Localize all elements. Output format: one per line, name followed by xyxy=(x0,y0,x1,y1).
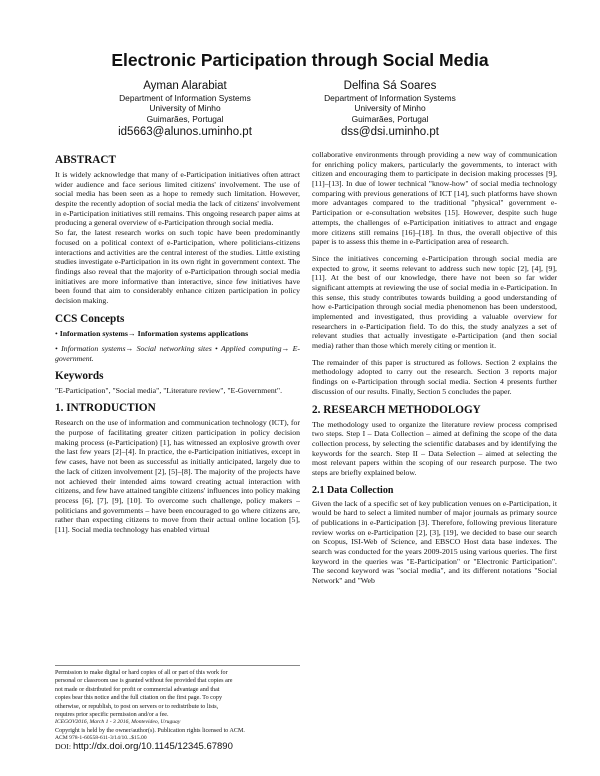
ccs-line: • Information systems→ Social networking sites • Applied computing→ E-government. xyxy=(55,344,300,363)
body-paragraph: Since the initiatives concerning e-Participation through social media are expected to grow, it seems relevant to address such new topic [2], [4], [9], [11]. At the best of our knowledge, there have not been so far wider significant attempts at reviewing the use of social media in e-Participation. In this sense, this study contributes towards building a good understanding of how e-Participation through social media phenomenon has been understood, implemented and investigated, thus providing a valuable overview for researchers in e-Participation field. To do this, the study analyzes a set of relevant studies that actually investigate e-Participation (and then social media) rather than those which merely citing or mention it. xyxy=(312,253,557,351)
methodology-heading: 2. RESEARCH METHODOLOGY xyxy=(312,403,481,416)
copyright-footnote xyxy=(55,665,300,751)
abstract-heading: ABSTRACT xyxy=(55,154,116,166)
introduction-heading: 1. INTRODUCTION xyxy=(55,402,156,415)
abstract-paragraph: It is widely acknowledge that many of e-Participation initiatives often attract wider audience and face serious limited citizens' involvement. The use of social media has been seen as a hope to remedy such limitation. However, despite the recently adoption of social media the lack of citizens' involvement in e-Participation initiatives still remains. This ongoing research paper aims at producing a general overview of e-Participation through social media. xyxy=(55,170,300,228)
paper-title: Electronic Participation through Social Media xyxy=(111,50,489,70)
author-email[interactable]: id5663@alunos.uminho.pt xyxy=(118,125,252,138)
abstract-paragraph: So far, the latest research works on such topic have been predominantly focused on a political context of e-Participation, where politicians-citizens interactions and activities are the central interest of the studies. Little existing studies investigate e-Participation in its own right in government context. The findings also reveal that the majority of e-Participation through social media initiatives are more informative than interactive, since few initiatives have been found that aim to considerably enhance citizen participation in policy decision making. xyxy=(55,228,300,305)
ccs-term: Information systems applications xyxy=(137,328,249,338)
footnote-copyright: Copyright is held by the owner/author(s). Publication rights licensed to ACM. xyxy=(55,727,245,734)
ccs-bullet: • xyxy=(55,328,60,338)
footnote-line: Permission to make digital or hard copies of all or part of this work for xyxy=(55,670,228,676)
author-name: Delfina Sá Soares xyxy=(343,80,437,92)
ccs-term: Information systems xyxy=(59,328,128,338)
footnote-isbn: ACM 978-1-60558-611-3/14/10...$15.00 xyxy=(55,735,147,742)
keywords-heading: Keywords xyxy=(55,369,104,382)
author-city: Guimarães, Portugal xyxy=(146,113,224,124)
author-block-1 xyxy=(85,80,285,139)
introduction-paragraph: Research on the use of information and communication technology (ICT), for the purpose of facilitating greater citizen participation in policy decision making process (e-Participation) [1], has witnessed an explosive growth over the last few years [2]–[4]. In practice, the e-Participation initiatives, except in few cases, have not been as successful as initially anticipated, largely due to the lack of citizen involvement [2], [5]–[8]. The majority of the projects have not achieved their intended aims toward creating actual interaction with citizens, and few have attained tangible citizens' influences into policy making process [6], [7], [9], [10]. To overcome such challenge, policy makers – politicians and governments – have been encouraged to go where citizens are, rather than expecting citizens to move from their actual online location [5], [11]. Social media technology has enabled virtual xyxy=(55,418,300,534)
author-name: Ayman Alarabiat xyxy=(143,80,227,92)
footnote-line: requires prior specific permission and/or a fee. xyxy=(55,712,169,719)
footnote-line: otherwise, or republish, to post on servers or to redistribute to lists, xyxy=(55,703,219,710)
methodology-paragraph: The methodology used to organize the literature review process comprised two steps. Step I – Data Collection – aimed at defining the scope of the data collection process, by selecting the scientific databases and by identifying the keywords for the search. Step II – Data Selection – aimed at selecting the most relevant papers within the scoping of our research purpose. The two steps are briefly explained below. xyxy=(312,419,557,477)
doi-line xyxy=(55,740,300,752)
keywords-text: "E-Participation", "Social media", "Literature review", "E-Government". xyxy=(55,385,283,395)
author-university: University of Minho xyxy=(149,103,221,114)
ccs-line xyxy=(55,329,300,339)
footnote-line: copies bear this notice and the full citation on the first page. To copy xyxy=(55,695,222,702)
data-collection-paragraph: Given the lack of a specific set of key publication venues on e-Participation, it would be hard to select a limited number of major journals as primary source of publications in e-Participation [3]. Therefore, following previous literature review works on e-Participation [2], [3], [19], we decided to base our search on Scopus, ISI-Web of Science, and EBSCO Host data base indexes. The search was conducted for the years 2009-2015 using various queries. The first keyword in the queries was "E-Participation" or "Electronic Participation". The second keyword was "social media", and its different notations "Social Network" and "Web xyxy=(312,498,557,586)
ccs-arrow: → xyxy=(127,328,138,338)
author-city: Guimarães, Portugal xyxy=(351,113,429,124)
footnote-line: not made or distributed for profit or commercial advantage and that xyxy=(55,686,220,693)
footnote-conference: ICEGOV2016, March 1 - 3 2016, Montevideo, Uruguay xyxy=(55,719,181,726)
body-paragraph: The remainder of this paper is structured as follows. Section 2 explains the methodology adopted to carry out the research. Section 3 reports major findings on e-Participation through social media. Section 4 presents further discussion of our results. Finally, Section 5 concludes the paper. xyxy=(312,357,557,396)
right-column xyxy=(312,150,557,765)
doi-link[interactable]: http://dx.doi.org/10.1145/12345.67890 xyxy=(72,740,233,752)
author-university: University of Minho xyxy=(354,103,426,114)
body-paragraph: collaborative environments through providing a new way of communication for enriching policy makers, particularly the governments, to interact with citizen and encouraging them to participate in decision making processes [9], [11]–[13]. In due of lower technical "know-how" of social media technology comparing with previous generations of ICT [14], such platforms have shown more advantages compared to the traditional "physical" government e-Participation or e-consultation websites [15]. However, despite such huge attempts, the challenges of e-Participation initiatives to attract and engage more citizens still remains [16]–[18]. In thus, the overall objective of this paper is to assess this theme in e-Participation area of research. xyxy=(312,150,557,247)
author-email[interactable]: dss@dsi.uminho.pt xyxy=(341,125,439,138)
footnote-line: personal or classroom use is granted without fee provided that copies are xyxy=(55,678,233,685)
author-block-2 xyxy=(290,80,490,139)
data-collection-heading: 2.1 Data Collection xyxy=(312,484,394,496)
ccs-heading: CCS Concepts xyxy=(55,312,125,325)
doi-label: DOI: xyxy=(55,741,73,751)
author-department: Department of Information Systems xyxy=(119,93,251,103)
author-department: Department of Information Systems xyxy=(324,93,456,103)
